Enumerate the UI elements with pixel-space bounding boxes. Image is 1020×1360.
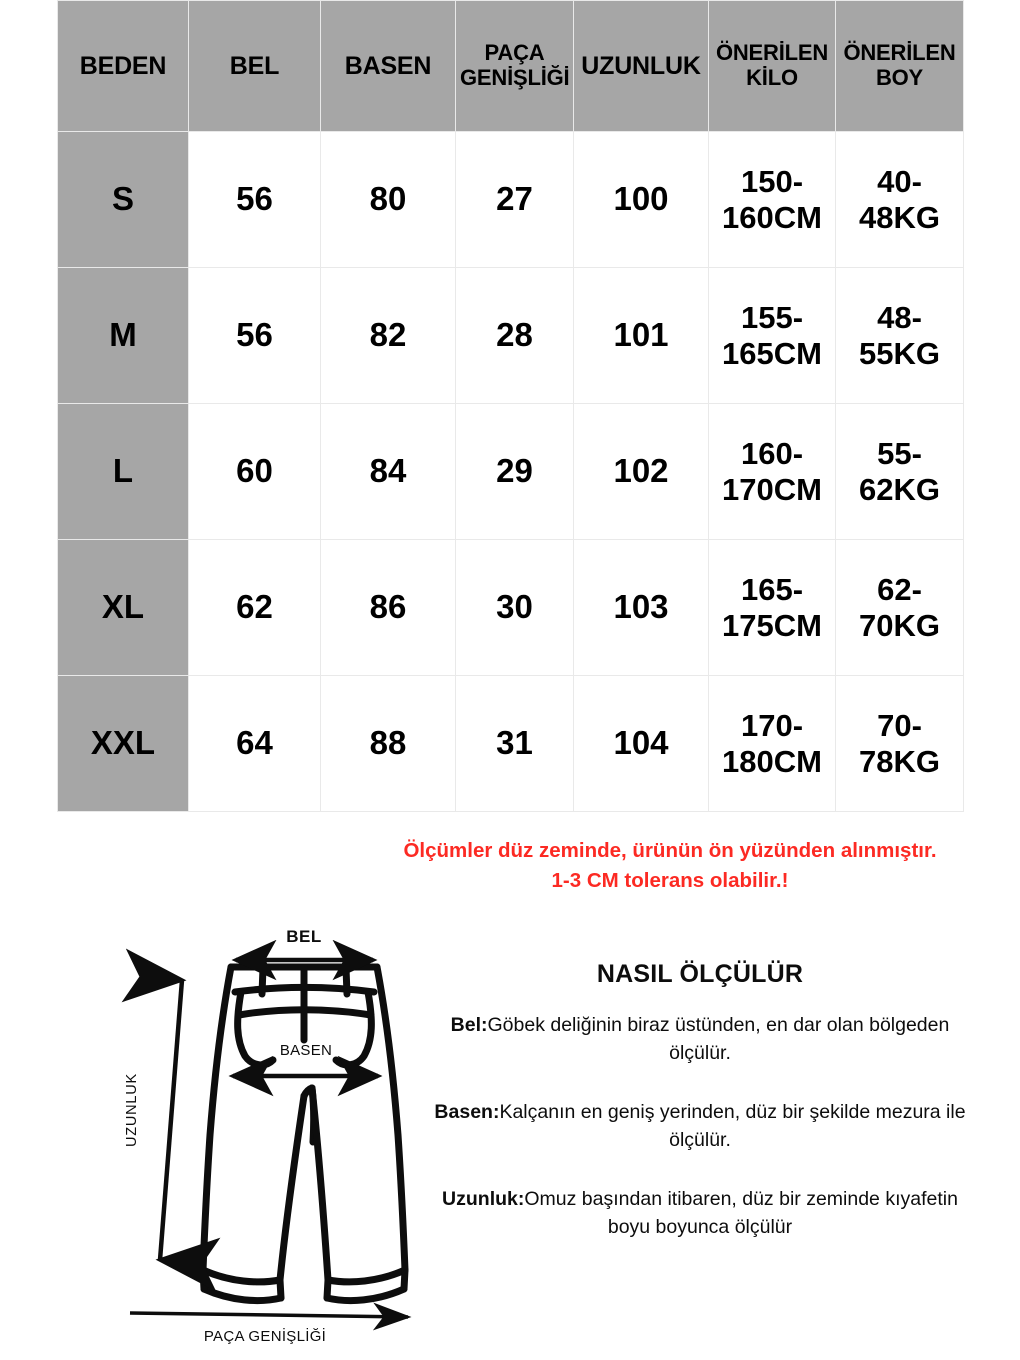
cell-kilo-line2: 175CM bbox=[722, 607, 822, 643]
measurement-notice bbox=[355, 836, 985, 895]
cell-uzunluk: 101 bbox=[574, 268, 709, 404]
cell-beden: S bbox=[58, 132, 189, 268]
diagram-label-paca-genisligi: PAÇA GENİŞLİĞİ bbox=[203, 1328, 327, 1345]
cell-bel: 56 bbox=[189, 268, 321, 404]
column-header-basen: BASEN bbox=[321, 1, 456, 132]
notice-tolerance-line: 1-3 CM tolerans olabilir.! bbox=[551, 869, 789, 893]
cell-onerilen-boy bbox=[836, 404, 964, 540]
diagram-arrow-paca-genisligi bbox=[130, 1313, 408, 1317]
pants-diagram-svg bbox=[90, 920, 430, 1345]
cell-onerilen-boy bbox=[836, 132, 964, 268]
cell-kilo-line2: 180CM bbox=[722, 743, 822, 779]
cell-boy-line2: 78KG bbox=[859, 743, 940, 779]
cell-bel: 62 bbox=[189, 540, 321, 676]
cell-kilo-line2: 165CM bbox=[722, 335, 822, 371]
measure-text-basen: Kalçanın en geniş yerinden, düz bir şekilde mezura ile ölçülür. bbox=[499, 1100, 966, 1152]
cell-kilo-line1: 170- bbox=[740, 707, 804, 743]
cell-beden: M bbox=[58, 268, 189, 404]
column-header-boy-line1: ÖNERİLEN bbox=[843, 40, 956, 66]
column-header-kilo-line1: ÖNERİLEN bbox=[715, 40, 829, 66]
table-row bbox=[58, 268, 964, 404]
cell-boy-line2: 55KG bbox=[859, 335, 940, 371]
cell-kilo-line1: 150- bbox=[740, 163, 804, 199]
cell-paca: 30 bbox=[456, 540, 574, 676]
table-row bbox=[58, 132, 964, 268]
cell-bel: 56 bbox=[189, 132, 321, 268]
table-body bbox=[58, 132, 964, 812]
measure-instruction-basen bbox=[420, 1098, 980, 1155]
cell-boy-line2: 48KG bbox=[859, 199, 940, 235]
measure-term-uzunluk: Uzunluk: bbox=[442, 1187, 525, 1210]
diagram-label-bel: BEL bbox=[286, 927, 322, 946]
column-header-kilo-line2: KİLO bbox=[746, 65, 798, 90]
cell-uzunluk: 102 bbox=[574, 404, 709, 540]
cell-onerilen-boy bbox=[836, 676, 964, 812]
cell-kilo-line1: 160- bbox=[740, 435, 804, 471]
column-header-boy-line2: BOY bbox=[875, 65, 924, 90]
cell-kilo-line1: 155- bbox=[740, 299, 804, 335]
table-header-row bbox=[58, 1, 964, 132]
measure-text-uzunluk: Omuz başından itibaren, düz bir zeminde kıyafetin boyu boyunca ölçülür bbox=[524, 1187, 958, 1239]
table-row bbox=[58, 540, 964, 676]
cell-basen: 86 bbox=[321, 540, 456, 676]
column-header-beden: BEDEN bbox=[58, 1, 189, 132]
cell-boy-line1: 70- bbox=[877, 707, 922, 743]
cell-boy-line2: 70KG bbox=[859, 607, 940, 643]
cell-uzunluk: 100 bbox=[574, 132, 709, 268]
cell-boy-line1: 62- bbox=[877, 571, 922, 607]
cell-paca: 28 bbox=[456, 268, 574, 404]
cell-uzunluk: 104 bbox=[574, 676, 709, 812]
table-row bbox=[58, 676, 964, 812]
column-header-onerilen-boy bbox=[836, 1, 964, 132]
cell-boy-line1: 48- bbox=[877, 299, 922, 335]
measure-instruction-uzunluk bbox=[420, 1185, 980, 1242]
column-header-paca-line2: GENİŞLİĞİ bbox=[460, 65, 570, 90]
column-header-paca-line1: PAÇA bbox=[484, 40, 545, 66]
cell-uzunluk: 103 bbox=[574, 540, 709, 676]
cell-onerilen-kilo bbox=[709, 676, 836, 812]
how-to-measure-section bbox=[420, 960, 980, 1242]
cell-onerilen-boy bbox=[836, 540, 964, 676]
cell-onerilen-kilo bbox=[709, 132, 836, 268]
cell-basen: 82 bbox=[321, 268, 456, 404]
diagram-arrow-uzunluk bbox=[160, 980, 182, 1260]
cell-boy-line1: 55- bbox=[877, 435, 922, 471]
pants-outline-icon bbox=[203, 967, 405, 1301]
measure-instruction-bel bbox=[420, 1011, 980, 1068]
cell-onerilen-kilo bbox=[709, 540, 836, 676]
cell-onerilen-kilo bbox=[709, 404, 836, 540]
cell-bel: 64 bbox=[189, 676, 321, 812]
cell-boy-line1: 40- bbox=[877, 163, 922, 199]
cell-onerilen-boy bbox=[836, 268, 964, 404]
cell-kilo-line2: 170CM bbox=[722, 471, 822, 507]
table-header-row-group bbox=[58, 1, 964, 132]
table-row bbox=[58, 404, 964, 540]
cell-paca: 27 bbox=[456, 132, 574, 268]
cell-basen: 80 bbox=[321, 132, 456, 268]
size-chart-table bbox=[57, 0, 964, 812]
cell-basen: 84 bbox=[321, 404, 456, 540]
cell-boy-line2: 62KG bbox=[859, 471, 940, 507]
how-to-measure-title: NASIL ÖLÇÜLÜR bbox=[596, 960, 804, 988]
column-header-bel: BEL bbox=[189, 1, 321, 132]
cell-beden: XXL bbox=[58, 676, 189, 812]
pants-measurement-diagram bbox=[90, 920, 430, 1345]
size-chart-table-container bbox=[57, 0, 963, 812]
cell-kilo-line1: 165- bbox=[740, 571, 804, 607]
diagram-label-basen: BASEN bbox=[279, 1042, 333, 1059]
measure-term-bel: Bel: bbox=[450, 1014, 488, 1036]
column-header-uzunluk: UZUNLUK bbox=[574, 1, 709, 132]
cell-paca: 29 bbox=[456, 404, 574, 540]
cell-paca: 31 bbox=[456, 676, 574, 812]
column-header-onerilen-kilo bbox=[709, 1, 836, 132]
measure-text-bel: Göbek deliğinin biraz üstünden, en dar olan bölgeden ölçülür. bbox=[487, 1014, 950, 1065]
cell-beden: L bbox=[58, 404, 189, 540]
cell-beden: XL bbox=[58, 540, 189, 676]
diagram-label-uzunluk: UZUNLUK bbox=[124, 1072, 140, 1148]
cell-kilo-line2: 160CM bbox=[722, 199, 822, 235]
column-header-paca-genisligi bbox=[456, 1, 574, 132]
measure-term-basen: Basen: bbox=[434, 1100, 500, 1123]
notice-line-2: alınmıştır. bbox=[840, 839, 937, 862]
cell-basen: 88 bbox=[321, 676, 456, 812]
cell-bel: 60 bbox=[189, 404, 321, 540]
notice-line-1: Ölçümler düz zeminde, ürünün ön yüzünden bbox=[403, 839, 836, 862]
cell-onerilen-kilo bbox=[709, 268, 836, 404]
